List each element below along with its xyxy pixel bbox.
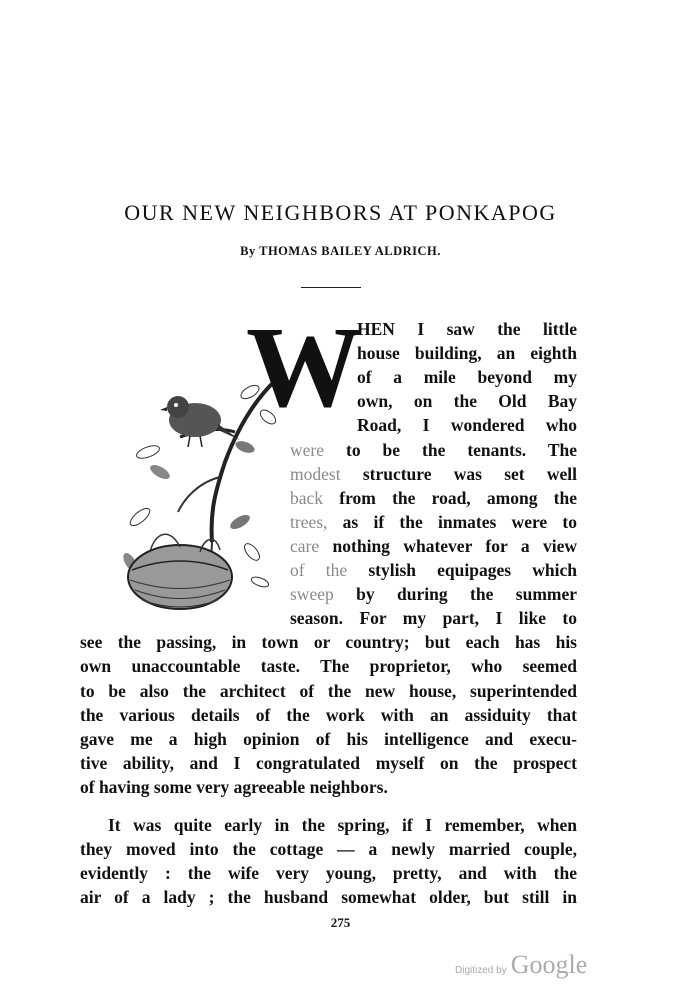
faded-word: of the: [290, 560, 348, 580]
line-text: see the passing, in town or country; but each has his: [80, 632, 577, 653]
stamp-brand: Google: [510, 950, 588, 979]
faded-word: trees,: [290, 511, 328, 532]
text-line: [80, 885, 577, 909]
line-text: gave me a high opinion of his intelligence and execu-: [80, 728, 577, 749]
title-rule: [301, 287, 361, 288]
line-text: It was quite early in the spring, if I remember, when: [108, 815, 577, 835]
text-line: [80, 727, 577, 751]
line-text: air of a lady ; the husband somewhat older, but still in: [80, 887, 577, 907]
text-line: [290, 558, 577, 582]
text-line: [290, 510, 577, 534]
text-line: [80, 630, 577, 654]
text-line: [80, 751, 577, 775]
line-text: to be also the architect of the new house, superintended: [80, 680, 577, 701]
text-line: [80, 837, 577, 861]
line-text: structure was set well: [362, 463, 578, 484]
line-text: Road, I wondered who: [357, 415, 577, 436]
faded-word: care: [290, 535, 320, 556]
byline-author: THOMAS BAILEY ALDRICH.: [259, 244, 441, 258]
line-text: tive ability, and I congratulated myself on the prospect: [80, 752, 577, 773]
byline: [0, 244, 681, 259]
text-line: [357, 365, 577, 389]
text-line: [108, 813, 577, 837]
text-line: [357, 341, 577, 365]
line-text: nothing whatever for a view: [332, 535, 578, 556]
byline-prefix: By: [240, 244, 256, 258]
stamp-prefix: Digitized by: [455, 965, 507, 976]
text-line: [357, 413, 577, 437]
faded-word: modest: [290, 463, 341, 484]
text-line: [80, 775, 577, 799]
digitized-stamp: [455, 950, 587, 980]
line-text: own, on the Old Bay: [357, 391, 577, 412]
text-line: [80, 679, 577, 703]
text-line: [290, 534, 577, 558]
line-text: house building, an eighth: [357, 343, 577, 364]
text-line: [290, 606, 577, 630]
text-line: [357, 389, 577, 413]
text-line: [357, 317, 577, 341]
line-text: the various details of the work with an assiduity that: [80, 704, 577, 725]
line-text: they moved into the cottage — a newly married couple,: [80, 839, 577, 859]
line-text: evidently : the wife very young, pretty, and with the: [80, 863, 577, 883]
line-text: to be the tenants. The: [346, 439, 577, 460]
text-line: [80, 703, 577, 727]
line-text: stylish equipages which: [368, 560, 577, 580]
page-number: 275: [330, 915, 351, 930]
line-text: of a mile beyond my: [357, 367, 577, 388]
text-line: [290, 438, 577, 462]
text-line: [290, 486, 577, 510]
faded-word: were: [290, 439, 325, 460]
text-line: [290, 462, 577, 486]
chapter-title: OUR NEW NEIGHBORS AT PONKAPOG: [124, 200, 557, 225]
line-text: as if the inmates were to: [342, 511, 578, 532]
line-text: by during the summer: [356, 584, 578, 605]
faded-word: back: [290, 487, 324, 508]
text-line: [80, 861, 577, 885]
drop-cap: W: [246, 304, 362, 432]
text-line: [80, 654, 577, 678]
line-text: HEN I saw the little: [357, 319, 577, 339]
text-line: [290, 582, 577, 606]
line-text: own unaccountable taste. The proprietor, who seemed: [80, 656, 577, 677]
line-text: from the road, among the: [339, 487, 577, 508]
faded-word: sweep: [290, 584, 334, 605]
line-text: season. For my part, I like to: [290, 608, 577, 629]
line-text: of having some very agreeable neighbors.: [80, 776, 388, 797]
